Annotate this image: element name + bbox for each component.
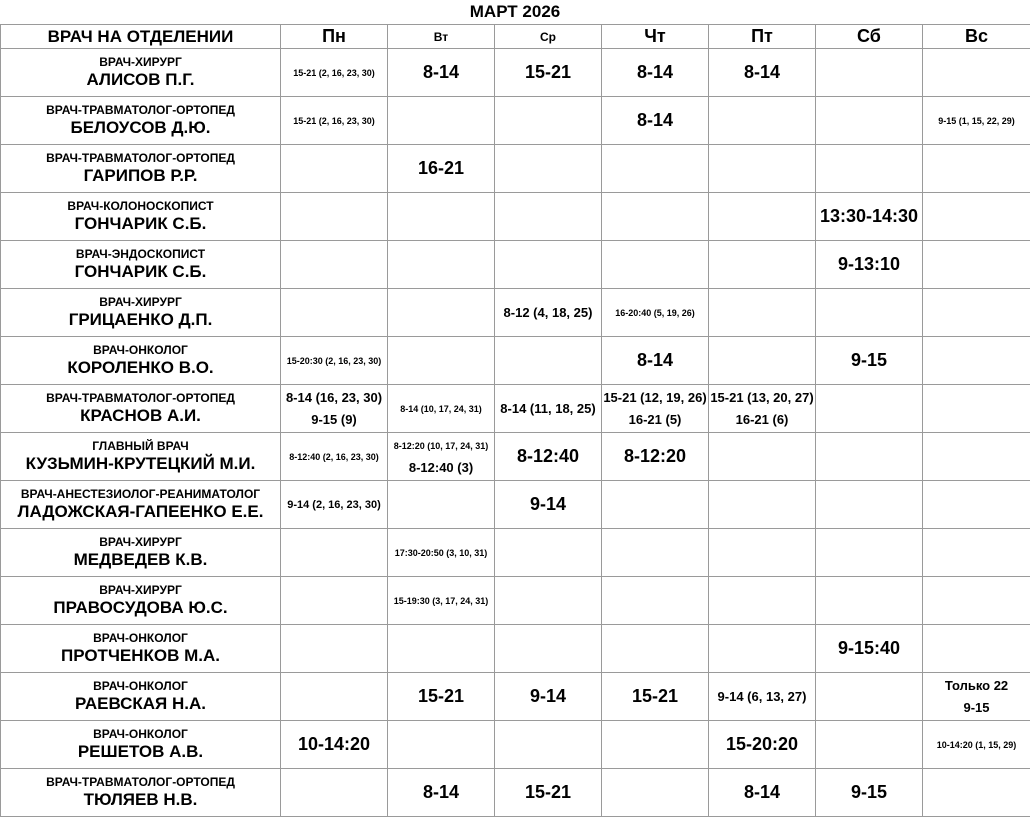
cell-sat (816, 97, 923, 145)
table-row (1, 433, 1030, 481)
doctor-position: ВРАЧ-ОНКОЛОГ (93, 630, 188, 645)
table-row (1, 577, 1030, 625)
cell-sat (816, 193, 923, 241)
cell-tue (388, 145, 495, 193)
cell-thu (602, 625, 709, 673)
doctor-position: ВРАЧ-ТРАВМАТОЛОГ-ОРТОПЕД (46, 150, 235, 165)
cell-tue (388, 193, 495, 241)
cell-fri (709, 673, 816, 721)
cell-wed (495, 145, 602, 193)
cell-fri-text: 8-14 (743, 62, 781, 82)
cell-fri-text: 15-20:20 (725, 734, 799, 754)
doctor-name: КРАСНОВ А.И. (80, 405, 201, 425)
doctor-position: ВРАЧ-ХИРУРГ (99, 54, 182, 69)
doctor-name: ПРОТЧЕНКОВ М.А. (61, 645, 220, 665)
cell-thu-text: 8-12:20 (623, 446, 687, 466)
cell-wed-text: 9-14 (529, 686, 567, 706)
cell-thu-text: 15-21 (12, 19, 26) (603, 389, 707, 405)
doctor-cell (1, 673, 281, 721)
cell-sun (923, 337, 1030, 385)
cell-mon-text: 10-14:20 (297, 734, 371, 754)
cell-fri (709, 625, 816, 673)
table-row (1, 721, 1030, 769)
cell-sat (816, 337, 923, 385)
doctor-name: ГРИЦАЕНКО Д.П. (68, 309, 213, 329)
cell-wed (495, 241, 602, 289)
cell-sun (923, 433, 1030, 481)
cell-mon-text: 8-12:40 (2, 16, 23, 30) (289, 451, 379, 462)
cell-mon-text-2: 9-15 (9) (311, 411, 357, 427)
cell-sun (923, 481, 1030, 529)
cell-tue (388, 49, 495, 97)
doctor-name: КУЗЬМИН-КРУТЕЦКИЙ М.И. (25, 453, 256, 473)
cell-sun-text: 10-14:20 (1, 15, 29) (936, 739, 1017, 750)
doctor-cell (1, 529, 281, 577)
cell-sat (816, 529, 923, 577)
doctor-name: РАЕВСКАЯ Н.А. (75, 693, 206, 713)
cell-wed-text: 15-21 (524, 62, 572, 82)
cell-sat (816, 625, 923, 673)
doctor-position: ГЛАВНЫЙ ВРАЧ (92, 438, 189, 453)
doctor-name: ЛАДОЖСКАЯ-ГАПЕЕНКО Е.Е. (17, 501, 264, 521)
cell-sat (816, 241, 923, 289)
cell-sun-text-2: 9-15 (963, 699, 990, 715)
doctor-name: КОРОЛЕНКО В.О. (67, 357, 214, 377)
cell-wed (495, 529, 602, 577)
cell-fri-text: 9-14 (6, 13, 27) (717, 688, 807, 704)
cell-thu (602, 289, 709, 337)
cell-thu-text: 8-14 (636, 350, 674, 370)
cell-thu (602, 529, 709, 577)
cell-sun-text: 9-15 (1, 15, 22, 29) (938, 115, 1015, 126)
table-row (1, 241, 1030, 289)
cell-wed (495, 769, 602, 817)
cell-tue-text: 8-14 (10, 17, 24, 31) (400, 403, 482, 414)
doctor-name: АЛИСОВ П.Г. (86, 69, 195, 89)
cell-thu (602, 145, 709, 193)
cell-thu-text: 16-20:40 (5, 19, 26) (615, 307, 695, 318)
doctor-name: ПРАВОСУДОВА Ю.С. (53, 597, 228, 617)
cell-sun (923, 97, 1030, 145)
cell-sun (923, 769, 1030, 817)
cell-sun (923, 673, 1030, 721)
cell-thu (602, 673, 709, 721)
cell-wed-text: 8-14 (11, 18, 25) (500, 400, 596, 416)
header-row (1, 25, 1030, 49)
cell-tue-text: 17:30-20:50 (3, 10, 31) (394, 547, 488, 558)
cell-thu (602, 49, 709, 97)
cell-mon (281, 193, 388, 241)
cell-thu (602, 97, 709, 145)
table-row (1, 481, 1030, 529)
cell-sat-text: 13:30-14:30 (819, 206, 919, 226)
cell-wed-text: 9-14 (529, 494, 567, 514)
doctor-position: ВРАЧ-ХИРУРГ (99, 582, 182, 597)
cell-tue (388, 97, 495, 145)
cell-mon (281, 145, 388, 193)
cell-sat (816, 673, 923, 721)
cell-wed (495, 481, 602, 529)
cell-wed (495, 625, 602, 673)
doctor-cell (1, 721, 281, 769)
cell-tue-text-2: 8-12:40 (3) (408, 459, 474, 475)
cell-sat (816, 289, 923, 337)
doctor-position: ВРАЧ-ТРАВМАТОЛОГ-ОРТОПЕД (46, 102, 235, 117)
doctor-position: ВРАЧ-ХИРУРГ (99, 534, 182, 549)
doctor-position: ВРАЧ-ЭНДОСКОПИСТ (75, 246, 206, 261)
header-tue: Вт (388, 25, 495, 49)
doctor-position: ВРАЧ-ОНКОЛОГ (93, 342, 188, 357)
cell-mon (281, 721, 388, 769)
cell-mon (281, 481, 388, 529)
doctor-name: ГОНЧАРИК С.Б. (74, 213, 207, 233)
cell-fri (709, 577, 816, 625)
cell-thu-text: 8-14 (636, 110, 674, 130)
cell-wed (495, 721, 602, 769)
cell-sat (816, 433, 923, 481)
cell-wed (495, 337, 602, 385)
cell-fri (709, 145, 816, 193)
cell-wed-text: 8-12 (4, 18, 25) (503, 304, 593, 320)
cell-mon (281, 529, 388, 577)
cell-thu-text: 15-21 (631, 686, 679, 706)
cell-fri (709, 241, 816, 289)
doctor-position: ВРАЧ-ОНКОЛОГ (93, 678, 188, 693)
cell-fri-text: 15-21 (13, 20, 27) (710, 389, 814, 405)
cell-mon (281, 241, 388, 289)
cell-tue (388, 673, 495, 721)
cell-fri (709, 721, 816, 769)
table-row (1, 529, 1030, 577)
cell-sat-text: 9-15:40 (837, 638, 901, 658)
table-row (1, 769, 1030, 817)
doctor-position: ВРАЧ-ТРАВМАТОЛОГ-ОРТОПЕД (46, 390, 235, 405)
header-doctor: ВРАЧ НА ОТДЕЛЕНИИ (1, 25, 281, 49)
cell-mon-text: 9-14 (2, 16, 23, 30) (287, 498, 381, 511)
cell-sun-text: Только 22 (944, 677, 1009, 693)
cell-sat (816, 49, 923, 97)
doctor-cell (1, 97, 281, 145)
cell-thu (602, 337, 709, 385)
cell-fri-text-2: 16-21 (6) (735, 411, 789, 427)
cell-mon-text: 8-14 (16, 23, 30) (285, 389, 383, 405)
cell-sat (816, 577, 923, 625)
doctor-name: МЕДВЕДЕВ К.В. (73, 549, 208, 569)
header-wed: Ср (495, 25, 602, 49)
cell-wed (495, 289, 602, 337)
cell-mon-text: 15-20:30 (2, 16, 23, 30) (286, 355, 382, 366)
table-row (1, 625, 1030, 673)
cell-tue-text: 15-21 (417, 686, 465, 706)
cell-fri (709, 49, 816, 97)
doctor-position: ВРАЧ-ТРАВМАТОЛОГ-ОРТОПЕД (46, 774, 235, 789)
doctor-name: ГОНЧАРИК С.Б. (74, 261, 207, 281)
cell-sat (816, 769, 923, 817)
cell-tue (388, 289, 495, 337)
cell-thu (602, 481, 709, 529)
cell-thu (602, 241, 709, 289)
cell-sun (923, 289, 1030, 337)
doctor-cell (1, 385, 281, 433)
header-thu: Чт (602, 25, 709, 49)
cell-sun (923, 577, 1030, 625)
cell-sun (923, 193, 1030, 241)
doctor-cell (1, 49, 281, 97)
cell-mon (281, 577, 388, 625)
doctor-cell (1, 769, 281, 817)
cell-sat-text: 9-15 (850, 350, 888, 370)
cell-wed (495, 97, 602, 145)
cell-wed (495, 193, 602, 241)
doctor-position: ВРАЧ-ХИРУРГ (99, 294, 182, 309)
cell-thu-text: 8-14 (636, 62, 674, 82)
table-row (1, 145, 1030, 193)
header-sat: Сб (816, 25, 923, 49)
doctor-cell (1, 481, 281, 529)
cell-fri (709, 337, 816, 385)
doctor-cell (1, 145, 281, 193)
cell-fri (709, 289, 816, 337)
cell-sun (923, 529, 1030, 577)
cell-tue (388, 385, 495, 433)
cell-sat (816, 721, 923, 769)
cell-sun (923, 145, 1030, 193)
cell-mon (281, 625, 388, 673)
cell-sat (816, 145, 923, 193)
cell-mon-text: 15-21 (2, 16, 23, 30) (293, 67, 375, 78)
cell-tue (388, 721, 495, 769)
header-mon: Пн (281, 25, 388, 49)
cell-tue (388, 433, 495, 481)
doctor-cell (1, 193, 281, 241)
cell-mon (281, 289, 388, 337)
doctor-name: ГАРИПОВ Р.Р. (83, 165, 198, 185)
cell-sun (923, 49, 1030, 97)
cell-fri (709, 769, 816, 817)
cell-wed-text: 15-21 (524, 782, 572, 802)
cell-fri (709, 385, 816, 433)
doctor-position: ВРАЧ-КОЛОНОСКОПИСТ (67, 198, 214, 213)
cell-mon (281, 673, 388, 721)
doctor-cell (1, 289, 281, 337)
cell-tue (388, 529, 495, 577)
doctor-cell (1, 577, 281, 625)
cell-tue (388, 577, 495, 625)
cell-sat-text: 9-13:10 (837, 254, 901, 274)
cell-fri (709, 529, 816, 577)
cell-sat (816, 481, 923, 529)
cell-sun (923, 385, 1030, 433)
cell-sat-text: 9-15 (850, 782, 888, 802)
cell-tue (388, 625, 495, 673)
cell-thu (602, 769, 709, 817)
cell-wed (495, 49, 602, 97)
cell-mon (281, 385, 388, 433)
cell-mon-text: 15-21 (2, 16, 23, 30) (293, 115, 375, 126)
table-row (1, 337, 1030, 385)
cell-wed (495, 673, 602, 721)
doctor-cell (1, 625, 281, 673)
cell-sun (923, 241, 1030, 289)
doctor-name: ТЮЛЯЕВ Н.В. (83, 789, 198, 809)
cell-sun (923, 625, 1030, 673)
cell-mon (281, 97, 388, 145)
doctor-cell (1, 241, 281, 289)
doctor-name: РЕШЕТОВ А.В. (77, 741, 204, 761)
cell-sat (816, 385, 923, 433)
schedule-table (0, 24, 1030, 817)
cell-thu (602, 721, 709, 769)
cell-tue (388, 241, 495, 289)
cell-mon (281, 769, 388, 817)
doctor-name: БЕЛОУСОВ Д.Ю. (70, 117, 211, 137)
cell-wed-text: 8-12:40 (516, 446, 580, 466)
cell-wed (495, 433, 602, 481)
cell-fri-text: 8-14 (743, 782, 781, 802)
cell-tue-text: 15-19:30 (3, 17, 24, 31) (393, 595, 489, 606)
cell-wed (495, 577, 602, 625)
cell-tue (388, 481, 495, 529)
cell-thu (602, 193, 709, 241)
doctor-cell (1, 433, 281, 481)
cell-thu-text-2: 16-21 (5) (628, 411, 682, 427)
header-sun: Вс (923, 25, 1030, 49)
cell-tue-text: 8-12:20 (10, 17, 24, 31) (393, 440, 489, 451)
cell-mon (281, 433, 388, 481)
cell-thu (602, 577, 709, 625)
cell-mon (281, 337, 388, 385)
table-row (1, 385, 1030, 433)
header-fri: Пт (709, 25, 816, 49)
cell-tue-text: 8-14 (422, 62, 460, 82)
doctor-cell (1, 337, 281, 385)
cell-tue-text: 16-21 (417, 158, 465, 178)
cell-wed (495, 385, 602, 433)
doctor-position: ВРАЧ-АНЕСТЕЗИОЛОГ-РЕАНИМАТОЛОГ (20, 486, 261, 501)
cell-sun (923, 721, 1030, 769)
cell-thu (602, 433, 709, 481)
table-row (1, 193, 1030, 241)
table-row (1, 49, 1030, 97)
cell-fri (709, 193, 816, 241)
table-row (1, 289, 1030, 337)
cell-fri (709, 97, 816, 145)
cell-tue (388, 769, 495, 817)
table-row (1, 97, 1030, 145)
cell-thu (602, 385, 709, 433)
cell-tue (388, 337, 495, 385)
table-row (1, 673, 1030, 721)
doctor-position: ВРАЧ-ОНКОЛОГ (93, 726, 188, 741)
schedule-title: МАРТ 2026 (469, 2, 561, 21)
cell-fri (709, 481, 816, 529)
cell-mon (281, 49, 388, 97)
cell-fri (709, 433, 816, 481)
cell-tue-text: 8-14 (422, 782, 460, 802)
